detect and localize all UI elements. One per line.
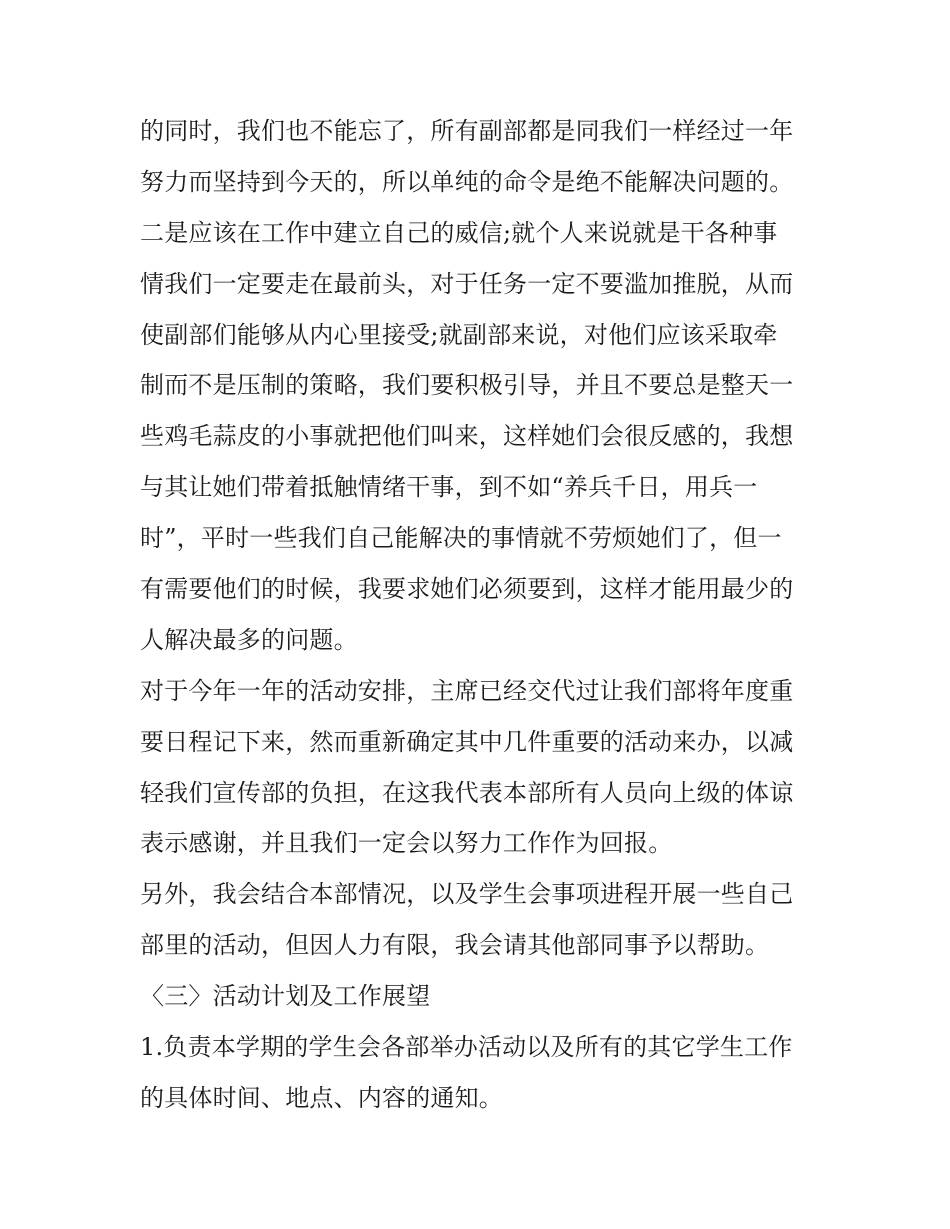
text-line: 人解决最多的问题。 [140,625,358,654]
text-line: 制而不是压制的策略，我们要积极引导，并且不要总是整天一 [140,371,794,400]
text-line: 部里的活动，但因人力有限，我会请其他部同事予以帮助。 [140,931,770,960]
text-line: 与其让她们带着抵触情绪干事，到不如“养兵千日，用兵一 [140,473,758,502]
text-line: 二是应该在工作中建立自己的威信;就个人来说就是干各种事 [140,218,778,247]
text-line: 有需要他们的时候，我要求她们必须要到，这样才能用最少的 [140,575,794,604]
text-line: 要日程记下来，然而重新确定其中几件重要的活动来办，以减 [140,727,794,756]
text-line: 1.负责本学期的学生会各部举办活动以及所有的其它学生工作 [140,1033,793,1062]
text-line: 对于今年一年的活动安排，主席已经交代过让我们部将年度重 [140,676,794,705]
text-line: 的具体时间、地点、内容的通知。 [140,1083,503,1112]
text-line: 时”，平时一些我们自己能解决的事情就不劳烦她们了，但一 [140,524,782,553]
text-line: 的同时，我们也不能忘了，所有副部都是同我们一样经过一年 [140,117,794,145]
section-heading: 〈三〉活动计划及工作展望 [140,982,431,1011]
document-body [140,106,830,1124]
text-line: 情我们一定要走在最前头，对于任务一定不要滥加推脱，从而 [140,269,794,298]
text-line: 轻我们宣传部的负担，在这我代表本部所有人员向上级的体谅 [140,778,794,807]
text-line: 另外，我会结合本部情况，以及学生会事项进程开展一些自己 [140,880,794,909]
text-line: 些鸡毛蒜皮的小事就把他们叫来，这样她们会很反感的，我想 [140,422,794,451]
text-line: 表示感谢，并且我们一定会以努力工作作为回报。 [140,829,673,858]
text-line: 使副部们能够从内心里接受;就副部来说，对他们应该采取牵 [140,320,778,349]
text-line: 努力而坚持到今天的，所以单纯的命令是绝不能解决问题的。 [140,167,794,196]
